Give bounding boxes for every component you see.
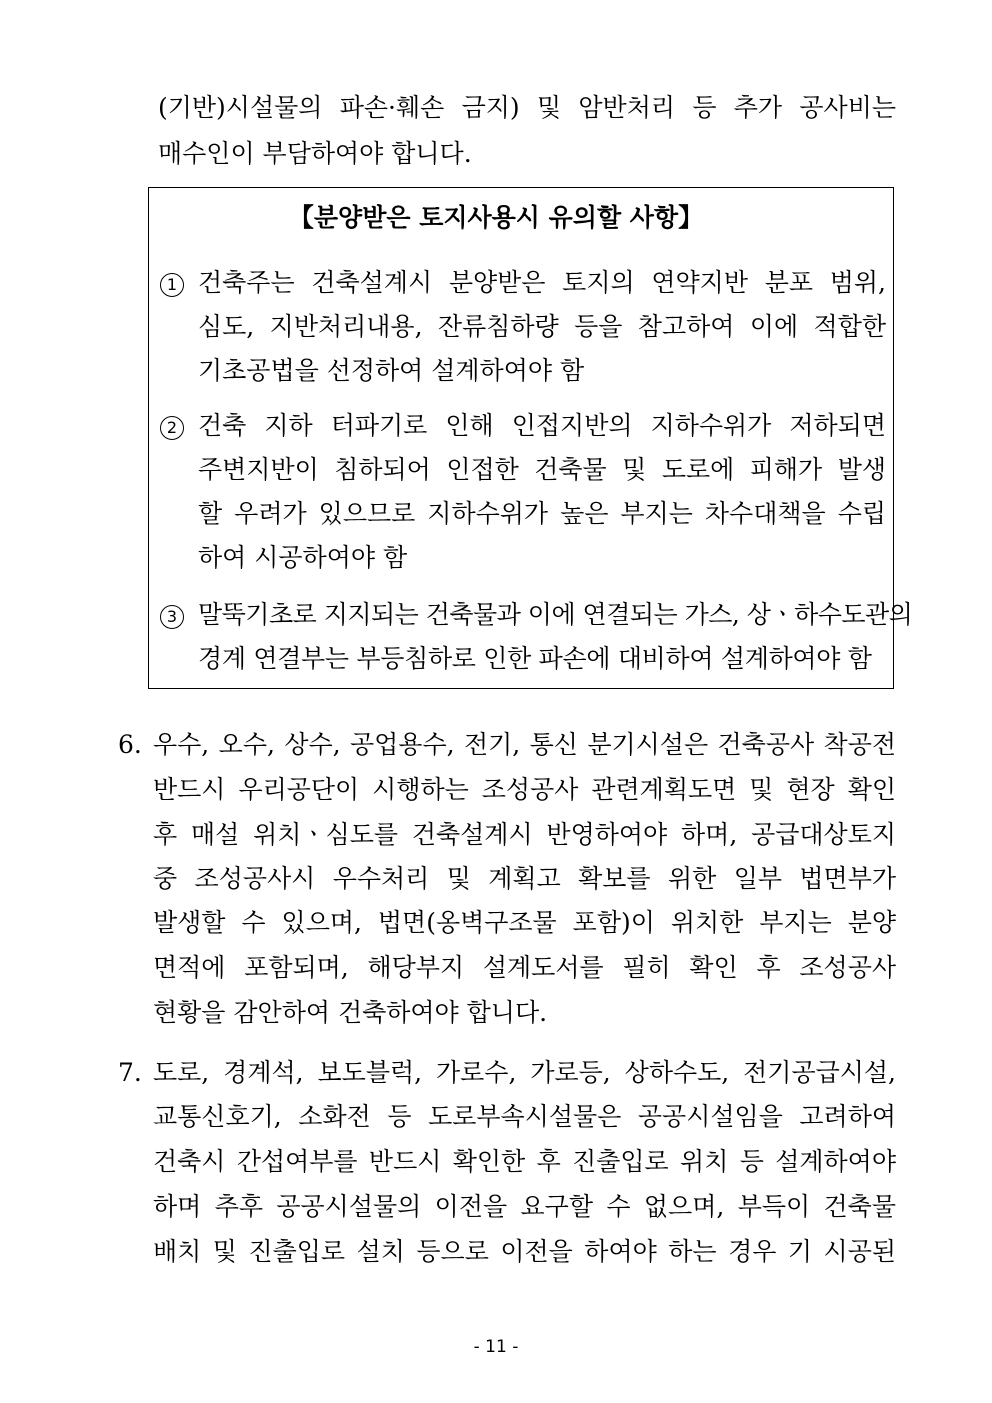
circled-number-1: 1 — [160, 273, 184, 297]
section-line: 우수, 오수, 상수, 공업용수, 전기, 통신 분기시설은 건축공사 착공전 — [153, 730, 896, 759]
section-number: 6. — [118, 730, 142, 759]
notice-item-line: 할 우려가 있으므로 지하수위가 높은 부지는 차수대책을 수립 — [198, 499, 886, 528]
section-line: 도로, 경계석, 보도블럭, 가로수, 가로등, 상하수도, 전기공급시설, — [153, 1058, 896, 1087]
section-line: 중 조성공사시 우수처리 및 계획고 확보를 위한 일부 법면부가 — [153, 864, 896, 893]
notice-item-line: 주변지반이 침하되어 인접한 건축물 및 도로에 피해가 발생 — [198, 455, 886, 484]
section-line: 후 매설 위치ㆍ심도를 건축설계시 반영하여야 하며, 공급대상토지 — [153, 820, 896, 849]
section-line: 건축시 간섭여부를 반드시 확인한 후 진출입로 위치 등 설계하여야 — [153, 1147, 896, 1176]
section-line: 배치 및 진출입로 설치 등으로 이전을 하여야 하는 경우 기 시공된 — [153, 1237, 896, 1266]
notice-item-line: 경계 연결부는 부등침하로 인한 파손에 대비하여 설계하여야 함 — [198, 644, 872, 673]
section-line: 반드시 우리공단이 시행하는 조성공사 관련계획도면 및 현장 확인 — [153, 775, 896, 804]
circled-number-2: 2 — [160, 416, 184, 440]
section-line: 발생할 수 있으며, 법면(옹벽구조물 포함)이 위치한 부지는 분양 — [153, 908, 896, 937]
notice-item-line: 말뚝기초로 지지되는 건축물과 이에 연결되는 가스, 상ㆍ하수도관의 — [198, 600, 913, 629]
page-number: - 11 - — [473, 1337, 519, 1357]
notice-item-line: 기초공법을 선정하여 설계하여야 함 — [198, 356, 585, 385]
section-line: 교통신호기, 소화전 등 도로부속시설물은 공공시설임을 고려하여 — [153, 1102, 896, 1131]
section-line: 현황을 감안하여 건축하여야 합니다. — [153, 998, 548, 1027]
intro-line: (기반)시설물의 파손·훼손 금지) 및 암반처리 등 추가 공사비는 — [158, 93, 896, 122]
notice-item-line: 하여 시공하여야 함 — [198, 543, 408, 572]
notice-item-line: 건축 지하 터파기로 인해 인접지반의 지하수위가 저하되면 — [198, 411, 886, 440]
notice-item-line: 심도, 지반처리내용, 잔류침하량 등을 참고하여 이에 적합한 — [198, 312, 886, 341]
section-line: 하며 추후 공공시설물의 이전을 요구할 수 없으며, 부득이 건축물 — [153, 1192, 896, 1221]
section-number: 7. — [118, 1058, 142, 1087]
circled-number-3: 3 — [160, 605, 184, 629]
section-line: 면적에 포함되며, 해당부지 설계도서를 필히 확인 후 조성공사 — [153, 953, 896, 982]
intro-line: 매수인이 부담하여야 합니다. — [158, 139, 472, 168]
notice-box-title: 【분양받은 토지사용시 유의할 사항】 — [288, 203, 704, 232]
notice-item-line: 건축주는 건축설계시 분양받은 토지의 연약지반 분포 범위, — [198, 268, 886, 297]
